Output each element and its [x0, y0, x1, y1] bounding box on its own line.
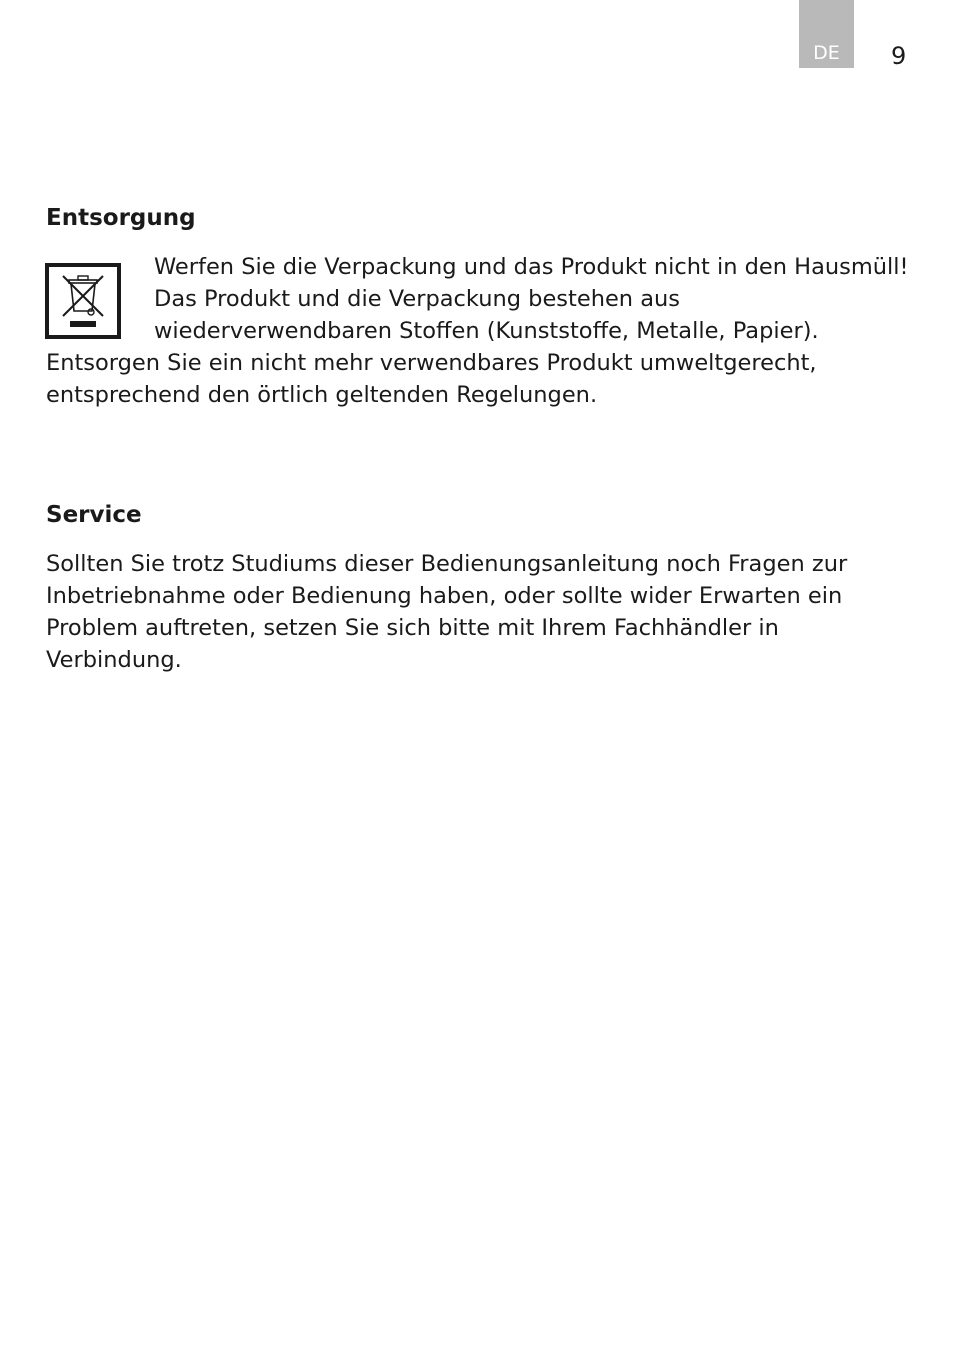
service-heading: Service	[46, 502, 142, 528]
service-line-1: Sollten Sie trotz Studiums dieser Bedienungsanleitung noch Fragen zur	[46, 551, 848, 577]
page-number: 9	[891, 42, 907, 70]
service-line-2: Inbetriebnahme oder Bedienung haben, oder sollte wider Erwarten ein	[46, 583, 843, 609]
crossed-out-wheelie-bin-icon	[45, 263, 121, 339]
disposal-heading: Entsorgung	[46, 205, 196, 231]
disposal-line-3: wiederverwendbaren Stoffen (Kunststoffe, Metalle, Papier).	[154, 318, 819, 344]
disposal-line-1: Werfen Sie die Verpackung und das Produkt nicht in den Hausmüll!	[154, 254, 909, 280]
language-tab: DE	[799, 0, 854, 68]
disposal-line-2: Das Produkt und die Verpackung bestehen aus	[154, 286, 680, 312]
disposal-line-4: Entsorgen Sie ein nicht mehr verwendbares Produkt umweltgerecht,	[46, 350, 817, 376]
service-line-4: Verbindung.	[46, 647, 182, 673]
service-line-3: Problem auftreten, setzen Sie sich bitte mit Ihrem Fachhändler in	[46, 615, 779, 641]
disposal-line-5: entsprechend den örtlich geltenden Regelungen.	[46, 382, 598, 408]
